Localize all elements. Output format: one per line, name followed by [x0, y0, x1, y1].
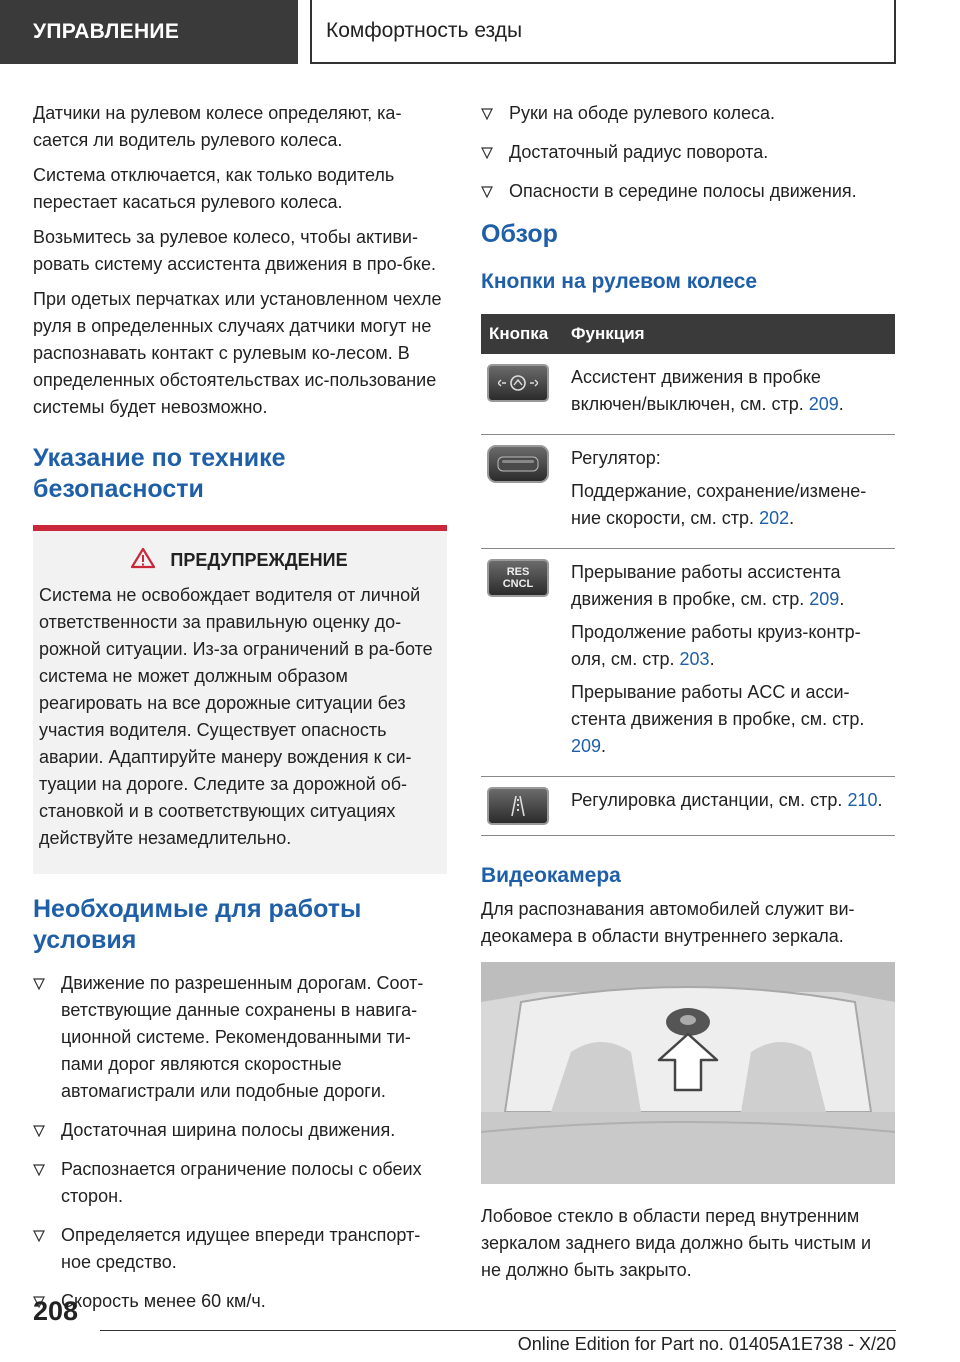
- conditions-heading: Необходимые для работы условия: [33, 895, 362, 954]
- list-item: Опасности в середине полосы движения.: [481, 178, 895, 205]
- bullet-triangle-icon: [481, 147, 493, 159]
- table-row: [481, 435, 895, 549]
- warning-text: Система не освобождает водителя от личной ответственности за правильную оценку до-рожной ситуации. Из-за ограничений в ра-боте система не может должным образом реагировать на все дорожные ситуации без участия водителя. Существует опасность аварии. Адаптируйте манеру вождения к си-туации на дороге. Следите за дорожной об-становкой и в соответствующих ситуациях действуйте незамедлительно.: [39, 585, 433, 848]
- bullet-triangle-icon: [481, 108, 493, 120]
- list-item: Достаточный радиус поворота.: [481, 139, 895, 166]
- paragraph: Возьмитесь за рулевое колесо, чтобы активи-ровать систему ассистента движения в про-бке.: [33, 227, 437, 274]
- table-row: [481, 354, 895, 435]
- footer-divider: [100, 1330, 896, 1331]
- page-link[interactable]: 202: [759, 508, 790, 528]
- overview-heading: Обзор: [481, 220, 558, 248]
- table-header-function: Функция: [571, 314, 895, 354]
- table-cell-function: Регулировка дистанции, см. стр. 210.: [571, 777, 895, 836]
- page-number: 208: [33, 1296, 79, 1326]
- list-item: Распознается ограничение полосы с обеих сторон.: [33, 1156, 447, 1210]
- right-column: [481, 100, 895, 1292]
- warning-title-row: [39, 547, 439, 574]
- table-cell-function: Регулятор: Поддержание, сохранение/измене-ние скорости, см. стр. 202.: [571, 435, 895, 549]
- conditions-list: [33, 970, 447, 1315]
- safety-heading: Указание по технике безопасности: [33, 444, 286, 503]
- list-item: Движение по разрешенным дорогам. Соот-ветствующие данные сохранены в навига-ционной системе. Рекомендованными ти-пами дорог являются скоростные автомагистрали или подобные дороги.: [33, 970, 447, 1105]
- warning-title: ПРЕДУПРЕЖДЕНИЕ: [170, 550, 348, 570]
- bullet-triangle-icon: [33, 1164, 45, 1176]
- paragraph: При одетых перчатках или установленном чехле руля в определенных случаях датчики могут не распознавать контакт с рулевым ко-лесом. В определенных обстоятельствах ис-пользование системы будет невозможно.: [33, 289, 442, 417]
- bullet-triangle-icon: [481, 186, 493, 198]
- list-item: Достаточная ширина полосы движения.: [33, 1117, 447, 1144]
- table-header-row: [481, 314, 895, 354]
- page-link[interactable]: 209: [809, 589, 840, 609]
- bullet-triangle-icon: [33, 1125, 45, 1137]
- list-item: Скорость менее 60 км/ч.: [33, 1288, 447, 1315]
- res-cncl-button-icon: RES CNCL: [487, 559, 549, 597]
- page-link[interactable]: 209: [571, 736, 602, 756]
- list-item: Определяется идущее впереди транспорт-ное средство.: [33, 1222, 447, 1276]
- table-row: [481, 777, 895, 836]
- traffic-jam-assist-button-icon: [487, 364, 549, 402]
- list-item: Руки на ободе рулевого колеса.: [481, 100, 895, 127]
- page-link[interactable]: 210: [847, 790, 878, 810]
- paragraph: Система отключается, как только водитель перестает касаться рулевого колеса.: [33, 165, 395, 212]
- chapter-title: Комфортность езды: [310, 0, 896, 64]
- buttons-table: [481, 314, 895, 836]
- warning-triangle-icon: [130, 547, 156, 574]
- table-cell-function: Ассистент движения в пробке включен/выключен, см. стр. 209.: [571, 354, 895, 435]
- windshield-camera-photo: [481, 962, 895, 1184]
- distance-control-button-icon: [487, 787, 549, 825]
- camera-text: Для распознавания автомобилей служит ви-деокамера в области внутреннего зеркала.: [481, 899, 855, 946]
- footer-edition: Online Edition for Part no. 01405A1E738 - X/20: [517, 1334, 896, 1354]
- warning-box: [33, 531, 447, 874]
- photo-caption: Лобовое стекло в области перед внутренним зеркалом заднего вида должно быть чистым и не должно быть закрыто.: [481, 1206, 872, 1280]
- buttons-heading: Кнопки на рулевом колесе: [481, 270, 758, 293]
- paragraph: Датчики на рулевом колесе определяют, ка-сается ли водитель рулевого колеса.: [33, 103, 402, 150]
- table-cell-function: Прерывание работы ассистента движения в пробке, см. стр. 209. Продолжение работы круиз-контр-оля, см. стр. 203. Прерывание работы ACC и асси-стента движения в пробке, см. стр. 209.: [571, 549, 895, 777]
- table-row: [481, 549, 895, 777]
- page-link[interactable]: 209: [808, 394, 839, 414]
- rocker-switch-button-icon: [487, 445, 549, 483]
- bullet-triangle-icon: [33, 978, 45, 990]
- bullet-triangle-icon: [33, 1230, 45, 1242]
- camera-heading: Видеокамера: [481, 864, 621, 887]
- left-column: [33, 100, 447, 1327]
- table-header-button: Кнопка: [481, 314, 571, 354]
- conditions-list-continued: [481, 100, 895, 205]
- section-title: УПРАВЛЕНИЕ: [0, 0, 298, 64]
- page-link[interactable]: 203: [679, 649, 710, 669]
